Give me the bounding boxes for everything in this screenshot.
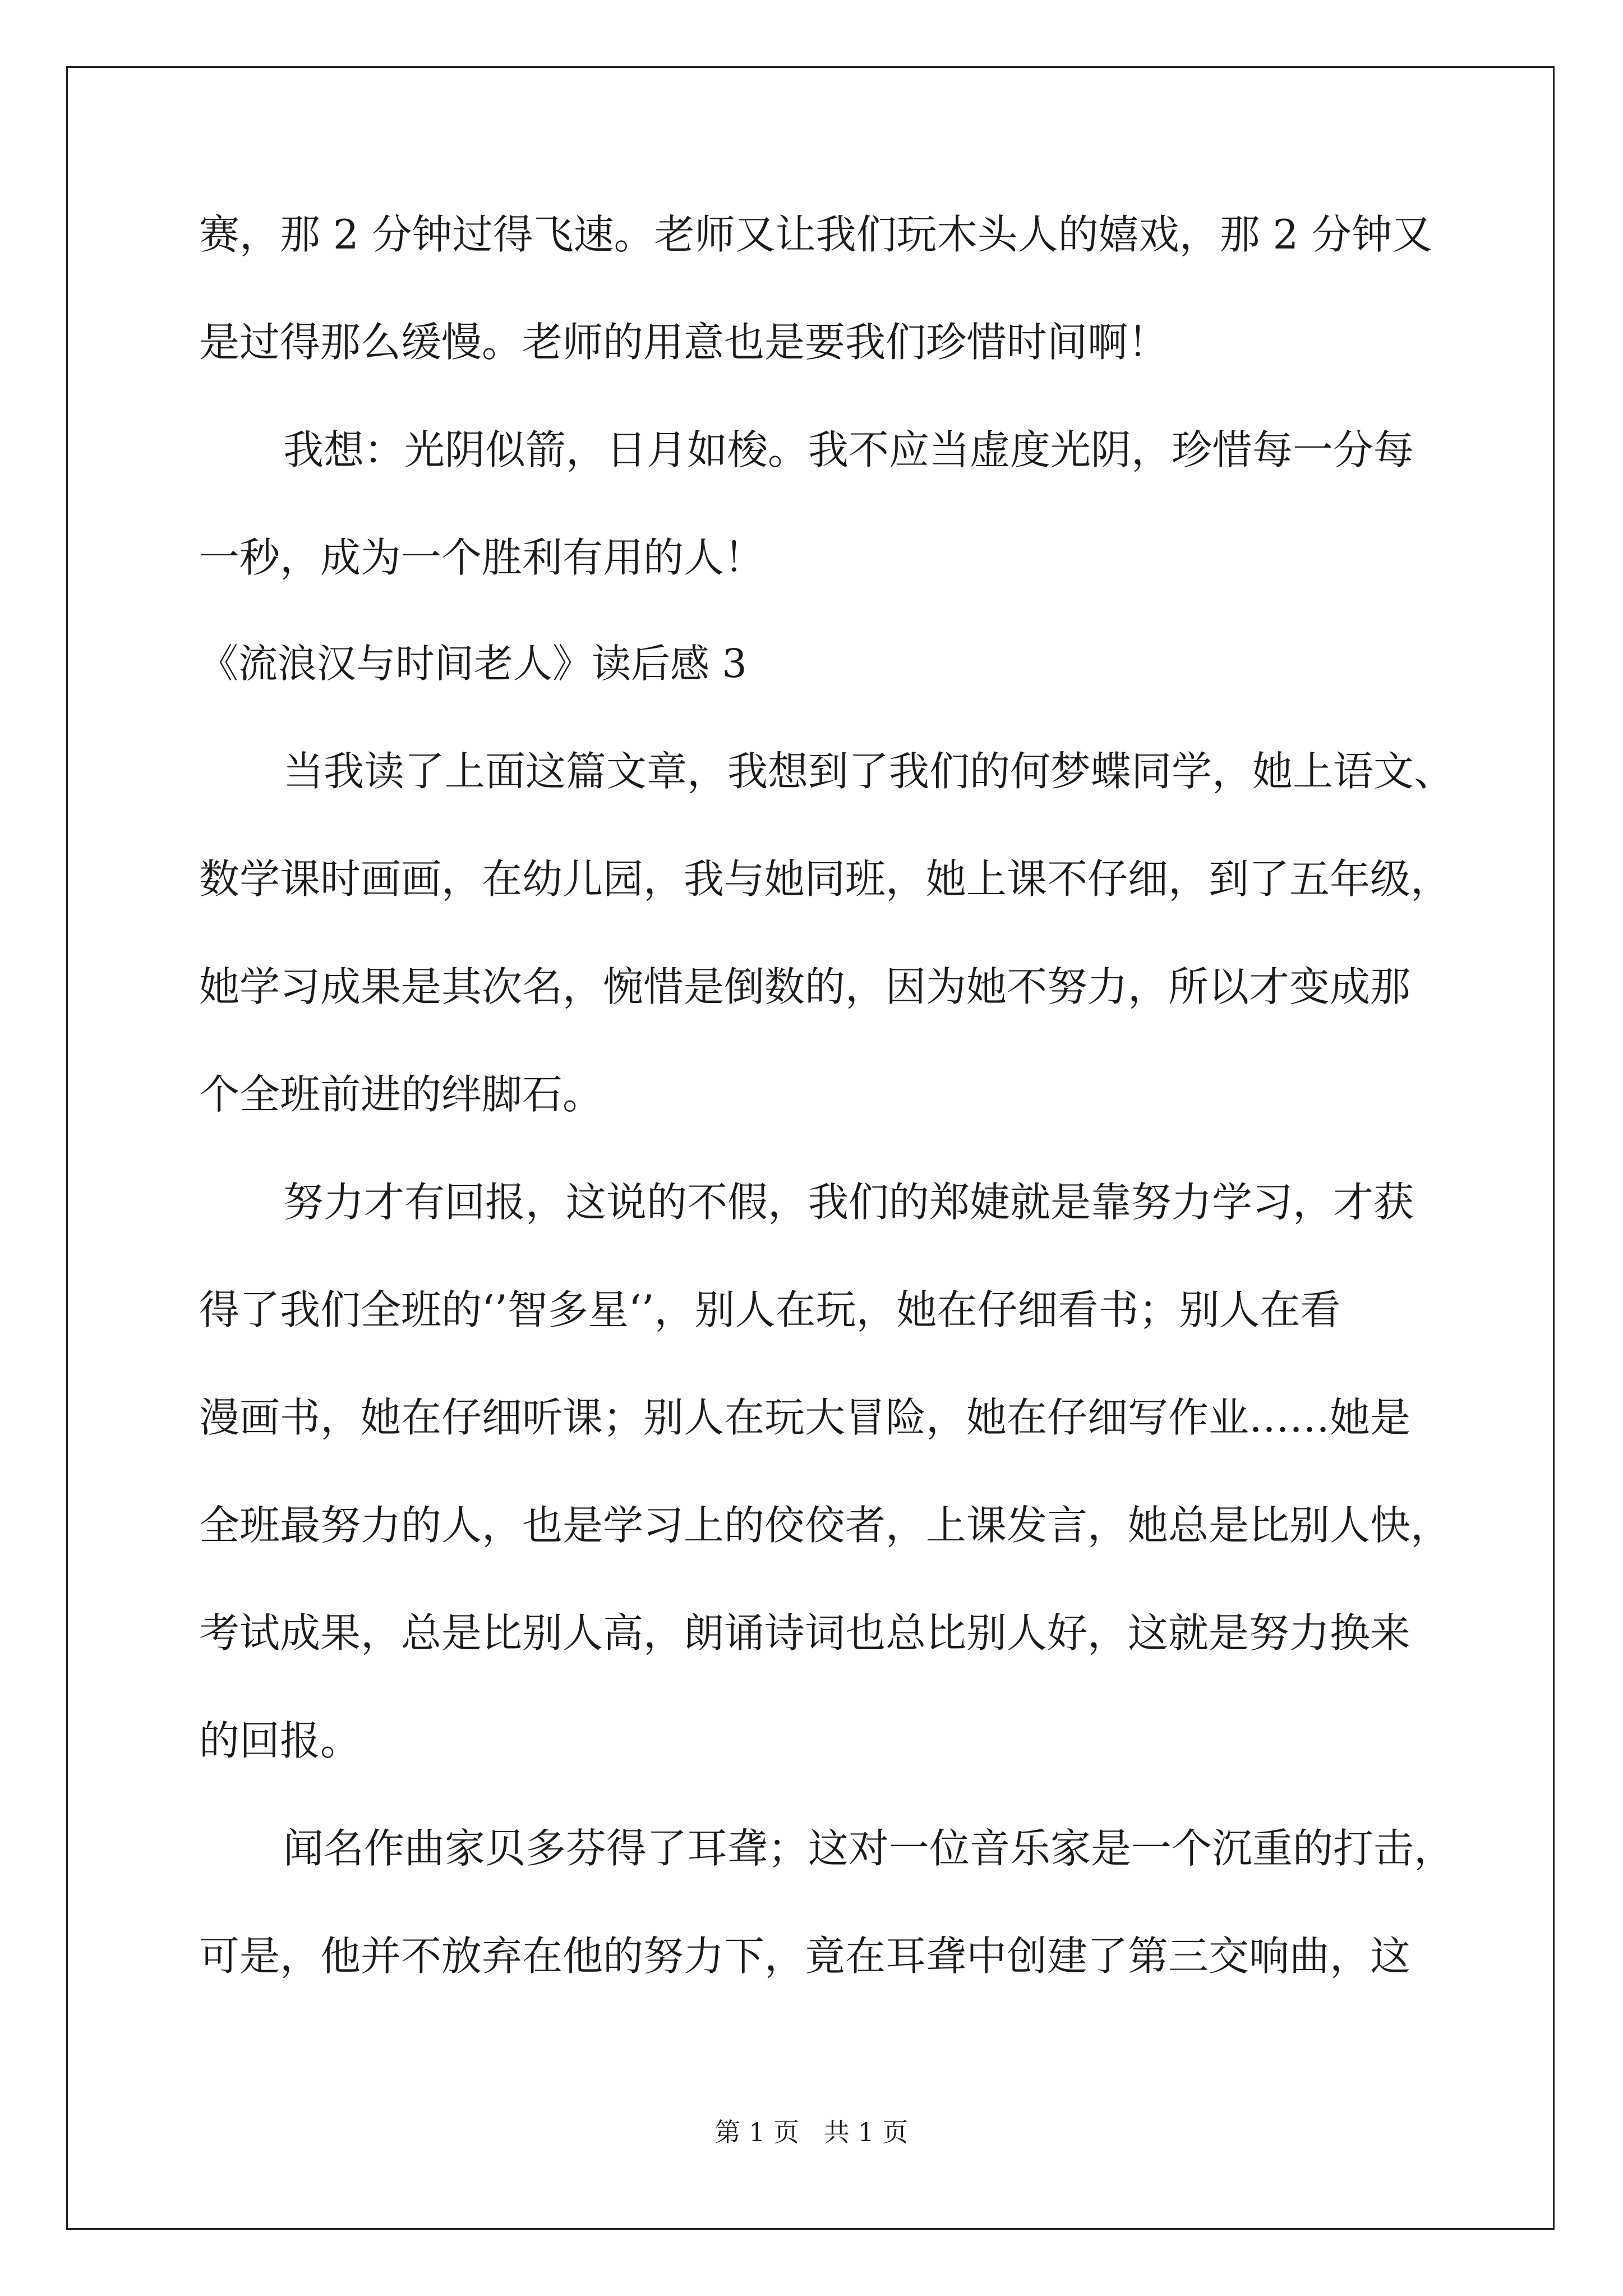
paragraph-start-line: 努力才有回报，这说的不假，我们的郑婕就是靠努力学习，才获 bbox=[283, 1179, 1414, 1226]
text-line: 她学习成果是其次名，惋惜是倒数的，因为她不努力，所以才变成那 bbox=[199, 963, 1411, 1010]
paragraph-start-line: 我想：光阴似箭，日月如梭。我不应当虚度光阴，珍惜每一分每 bbox=[283, 426, 1414, 473]
page-number-footer: 第 1 页 共 1 页 bbox=[714, 2117, 909, 2147]
text-line: 一秒，成为一个胜利有用的人！ bbox=[199, 534, 765, 581]
paragraph-start-line: 当我读了上面这篇文章，我想到了我们的何梦蝶同学，她上语文、 bbox=[283, 748, 1455, 795]
text-line: 可是，他并不放弃在他的努力下，竟在耳聋中创建了第三交响曲，这 bbox=[199, 1932, 1411, 1980]
text-line: 数学课时画画，在幼儿园，我与她同班，她上课不仔细，到了五年级， bbox=[199, 855, 1451, 903]
paragraph-start-line: 闻名作曲家贝多芬得了耳聋；这对一位音乐家是一个沉重的打击， bbox=[283, 1825, 1455, 1872]
document-body bbox=[199, 208, 1455, 1983]
text-line: 得了我们全班的‘’智多星‘’，别人在玩，她在仔细看书；别人在看 bbox=[199, 1286, 1341, 1333]
text-line: 赛，那 2 分钟过得飞速。老师又让我们玩木头人的嬉戏，那 2 分钟又 bbox=[199, 211, 1433, 258]
text-line: 是过得那么缓慢。老师的用意也是要我们珍惜时间啊！ bbox=[199, 319, 1169, 366]
text-line: 个全班前进的绊脚石。 bbox=[199, 1071, 603, 1118]
text-line: 考试成果，总是比别人高，朗诵诗词也总比别人好，这就是努力换来 bbox=[199, 1609, 1411, 1657]
text-line: 漫画书，她在仔细听课；别人在玩大冒险，她在仔细写作业……她是 bbox=[199, 1394, 1411, 1441]
text-line: 的回报。 bbox=[199, 1717, 361, 1764]
text-line: 全班最努力的人，也是学习上的佼佼者，上课发言，她总是比别人快， bbox=[199, 1502, 1451, 1549]
section-title: 《流浪汉与时间老人》读后感 3 bbox=[199, 641, 747, 687]
